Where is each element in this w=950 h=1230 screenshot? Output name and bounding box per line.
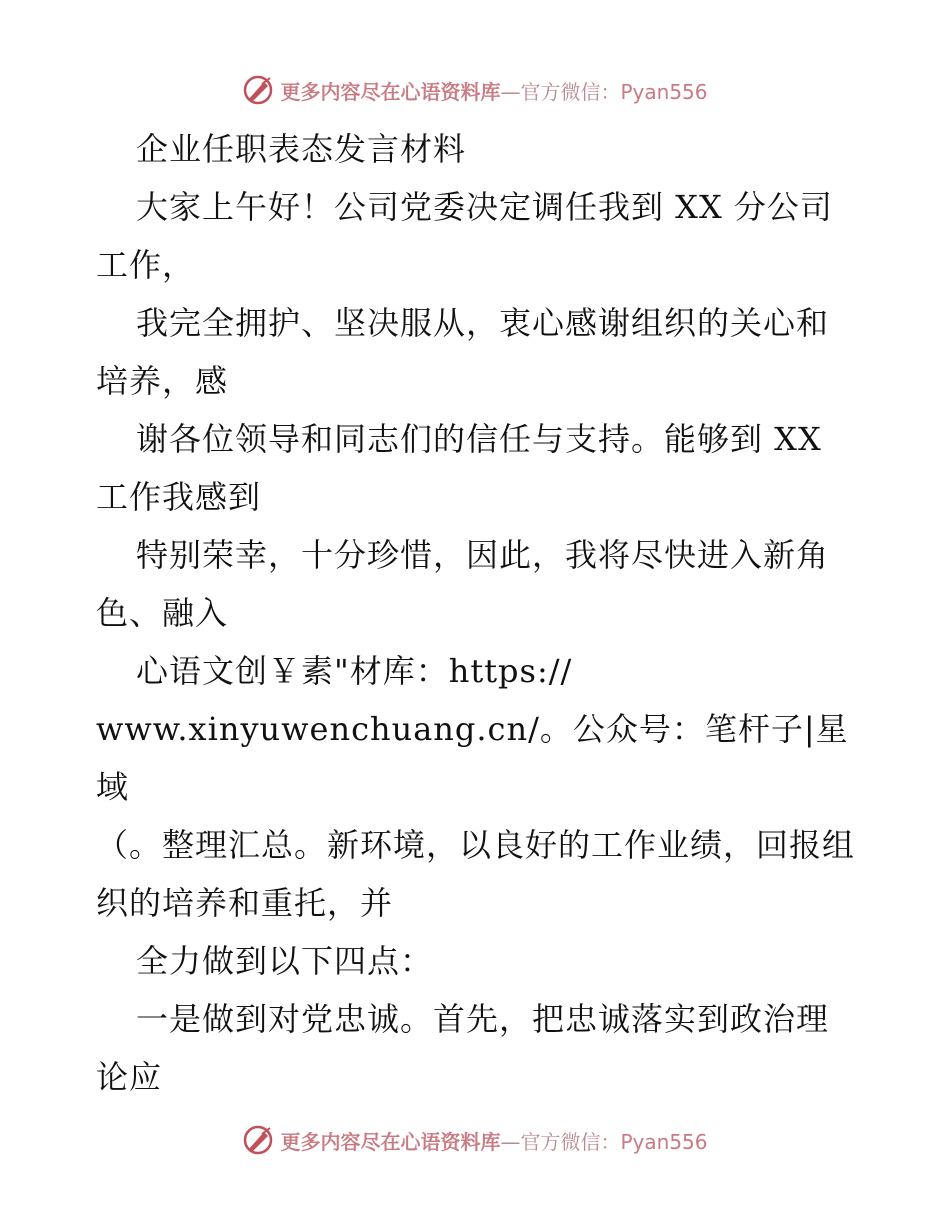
banner-text [280,1126,707,1155]
quill-pen-logo-icon [242,1124,274,1156]
banner-wechat-id: Pyan556 [620,79,708,104]
quill-pen-logo-icon [242,74,274,106]
banner-wechat-label: —官方微信： [500,1129,621,1154]
paragraph: （。整理汇总。新环境，以良好的工作业绩，回报组织的培养和重托，并 [96,826,856,922]
paragraph: 一是做到对党忠诚。首先，把忠诚落实到政治理论应 [96,1000,830,1096]
paragraph: 大家上午好！公司党委决定调任我到 XX 分公司工作， [96,188,833,284]
banner-text [280,76,707,105]
document-title: 企业任职表态发言材料 [136,130,467,168]
paragraph: 全力做到以下四点： [136,942,434,980]
header-banner [0,70,950,110]
banner-wechat-id: Pyan556 [620,1129,708,1154]
banner-wechat-label: —官方微信： [500,79,621,104]
document-body [96,120,856,1106]
paragraph: 特别荣幸，十分珍惜，因此，我将尽快进入新角色、融入 [96,536,830,632]
banner-promo-text: 更多内容尽在心语资料库 [280,1129,501,1154]
paragraph: 心语文创￥素"材库：https:// [136,652,573,690]
footer-banner [0,1120,950,1160]
paragraph: 谢各位领导和同志们的信任与支持。能够到 XX 工作我感到 [96,420,822,516]
paragraph: www.xinyuwenchuang.cn/。公众号：笔杆子|星域 [96,710,849,806]
banner-promo-text: 更多内容尽在心语资料库 [280,79,501,104]
paragraph: 我完全拥护、坚决服从，衷心感谢组织的关心和培养，感 [96,304,830,400]
